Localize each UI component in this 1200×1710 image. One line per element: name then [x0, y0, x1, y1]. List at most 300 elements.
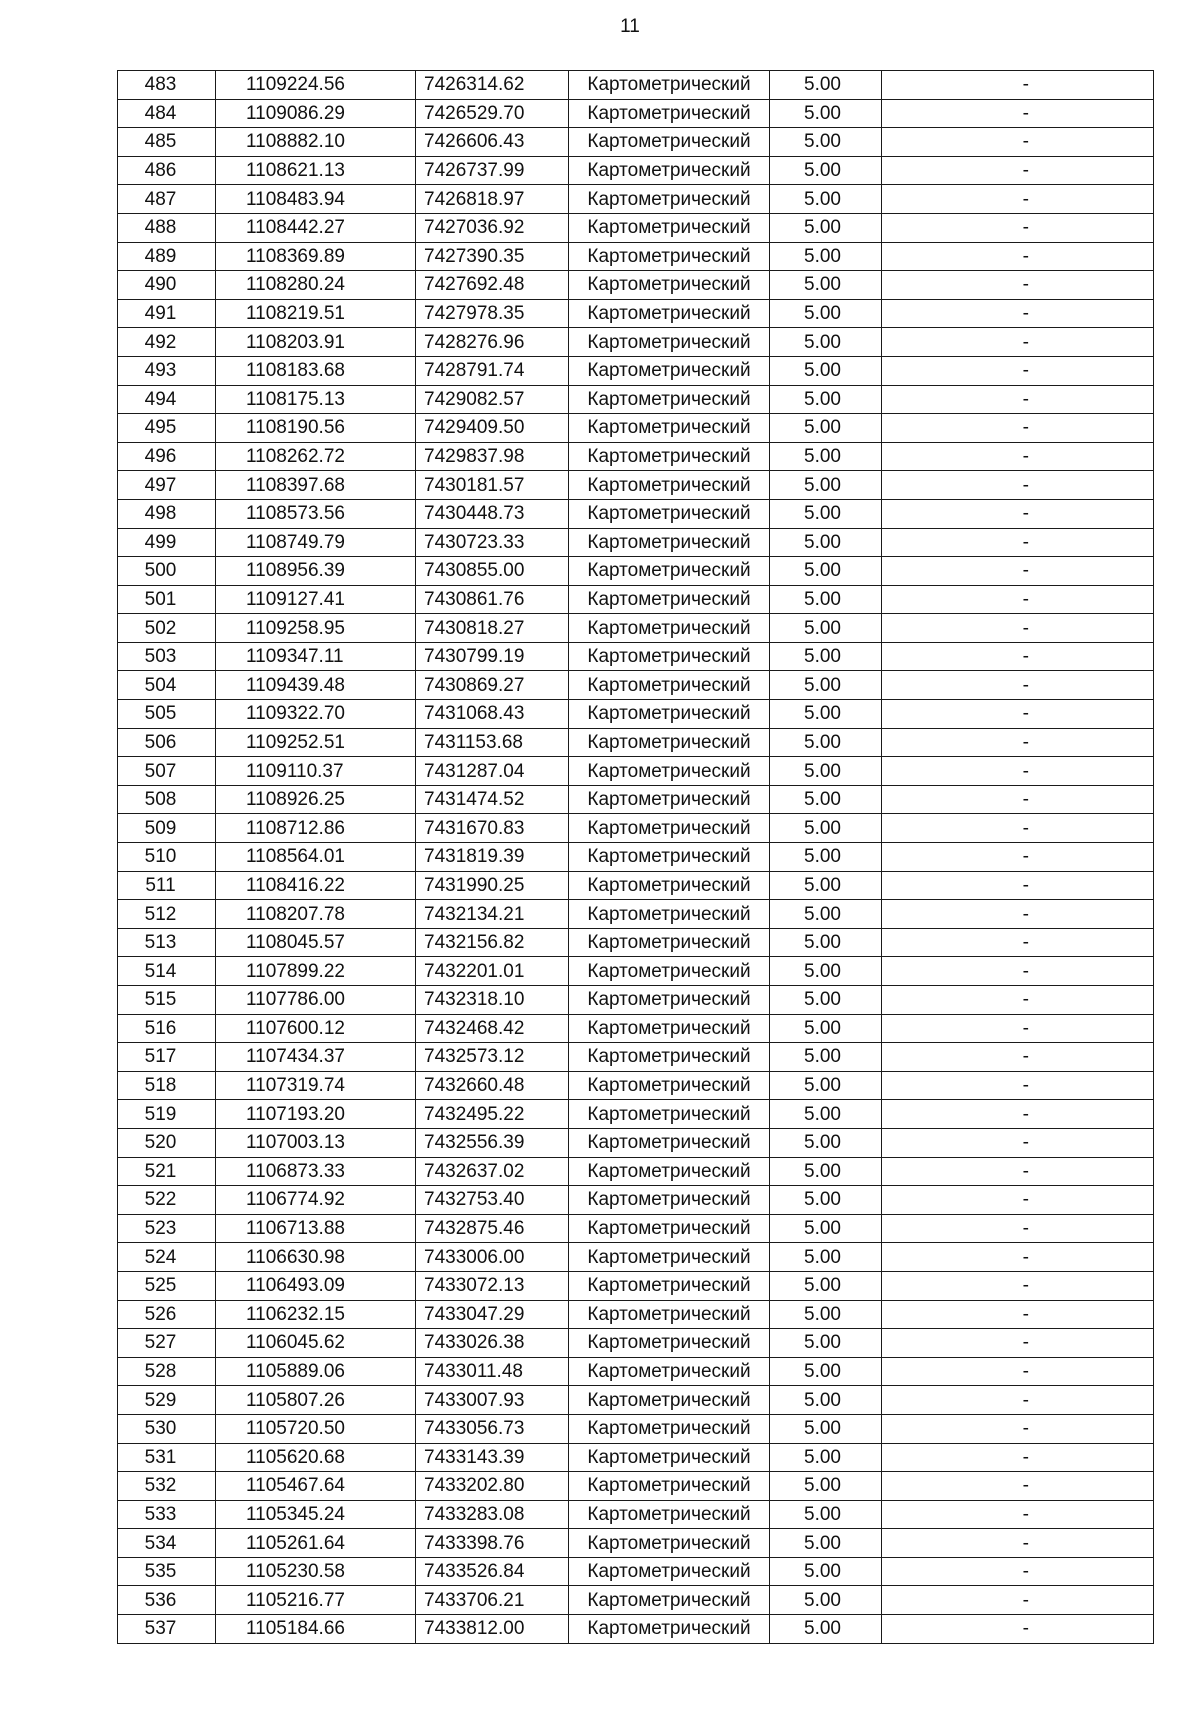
y-coordinate-cell: 7429409.50: [416, 414, 569, 443]
note-cell: -: [882, 1214, 1154, 1243]
table-row: [118, 1500, 1154, 1529]
note-cell: -: [882, 814, 1154, 843]
note-cell: -: [882, 1414, 1154, 1443]
x-coordinate-cell: 1108416.22: [216, 871, 416, 900]
x-coordinate-cell: 1108219.51: [216, 299, 416, 328]
accuracy-cell: 5.00: [770, 1243, 882, 1272]
accuracy-cell: 5.00: [770, 442, 882, 471]
accuracy-cell: 5.00: [770, 356, 882, 385]
x-coordinate-cell: 1105345.24: [216, 1500, 416, 1529]
note-cell: -: [882, 1043, 1154, 1072]
method-cell: Картометрический: [569, 1472, 770, 1501]
method-cell: Картометрический: [569, 843, 770, 872]
x-coordinate-cell: 1106630.98: [216, 1243, 416, 1272]
table-row: [118, 271, 1154, 300]
y-coordinate-cell: 7433398.76: [416, 1529, 569, 1558]
y-coordinate-cell: 7431287.04: [416, 757, 569, 786]
note-cell: -: [882, 728, 1154, 757]
accuracy-cell: 5.00: [770, 1271, 882, 1300]
x-coordinate-cell: 1108483.94: [216, 185, 416, 214]
point-number-cell: 524: [118, 1243, 216, 1272]
accuracy-cell: 5.00: [770, 957, 882, 986]
method-cell: Картометрический: [569, 1071, 770, 1100]
x-coordinate-cell: 1105184.66: [216, 1615, 416, 1644]
accuracy-cell: 5.00: [770, 414, 882, 443]
y-coordinate-cell: 7431990.25: [416, 871, 569, 900]
accuracy-cell: 5.00: [770, 1214, 882, 1243]
point-number-cell: 533: [118, 1500, 216, 1529]
x-coordinate-cell: 1107600.12: [216, 1014, 416, 1043]
accuracy-cell: 5.00: [770, 471, 882, 500]
note-cell: -: [882, 1586, 1154, 1615]
accuracy-cell: 5.00: [770, 728, 882, 757]
x-coordinate-cell: 1106713.88: [216, 1214, 416, 1243]
accuracy-cell: 5.00: [770, 1157, 882, 1186]
note-cell: -: [882, 414, 1154, 443]
method-cell: Картометрический: [569, 957, 770, 986]
table-row: [118, 642, 1154, 671]
point-number-cell: 528: [118, 1357, 216, 1386]
note-cell: -: [882, 1300, 1154, 1329]
method-cell: Картометрический: [569, 1243, 770, 1272]
y-coordinate-cell: 7426314.62: [416, 71, 569, 100]
y-coordinate-cell: 7430723.33: [416, 528, 569, 557]
y-coordinate-cell: 7427036.92: [416, 213, 569, 242]
point-number-cell: 484: [118, 99, 216, 128]
y-coordinate-cell: 7432201.01: [416, 957, 569, 986]
accuracy-cell: 5.00: [770, 843, 882, 872]
accuracy-cell: 5.00: [770, 928, 882, 957]
accuracy-cell: 5.00: [770, 1529, 882, 1558]
accuracy-cell: 5.00: [770, 1357, 882, 1386]
point-number-cell: 515: [118, 986, 216, 1015]
table-row: [118, 1386, 1154, 1415]
note-cell: -: [882, 1500, 1154, 1529]
point-number-cell: 498: [118, 499, 216, 528]
y-coordinate-cell: 7427978.35: [416, 299, 569, 328]
y-coordinate-cell: 7433812.00: [416, 1615, 569, 1644]
table-row: [118, 614, 1154, 643]
y-coordinate-cell: 7431153.68: [416, 728, 569, 757]
method-cell: Картометрический: [569, 671, 770, 700]
x-coordinate-cell: 1109347.11: [216, 642, 416, 671]
x-coordinate-cell: 1106232.15: [216, 1300, 416, 1329]
y-coordinate-cell: 7432134.21: [416, 900, 569, 929]
note-cell: -: [882, 843, 1154, 872]
x-coordinate-cell: 1106873.33: [216, 1157, 416, 1186]
point-number-cell: 502: [118, 614, 216, 643]
note-cell: -: [882, 614, 1154, 643]
x-coordinate-cell: 1105467.64: [216, 1472, 416, 1501]
x-coordinate-cell: 1108369.89: [216, 242, 416, 271]
x-coordinate-cell: 1107319.74: [216, 1071, 416, 1100]
y-coordinate-cell: 7432495.22: [416, 1100, 569, 1129]
point-number-cell: 516: [118, 1014, 216, 1043]
y-coordinate-cell: 7432875.46: [416, 1214, 569, 1243]
accuracy-cell: 5.00: [770, 1615, 882, 1644]
note-cell: -: [882, 1014, 1154, 1043]
x-coordinate-cell: 1108712.86: [216, 814, 416, 843]
table-row: [118, 1271, 1154, 1300]
table-row: [118, 814, 1154, 843]
point-number-cell: 531: [118, 1443, 216, 1472]
y-coordinate-cell: 7430181.57: [416, 471, 569, 500]
point-number-cell: 536: [118, 1586, 216, 1615]
point-number-cell: 497: [118, 471, 216, 500]
x-coordinate-cell: 1105620.68: [216, 1443, 416, 1472]
point-number-cell: 518: [118, 1071, 216, 1100]
y-coordinate-cell: 7432556.39: [416, 1128, 569, 1157]
point-number-cell: 501: [118, 585, 216, 614]
note-cell: -: [882, 671, 1154, 700]
method-cell: Картометрический: [569, 557, 770, 586]
table-row: [118, 957, 1154, 986]
point-number-cell: 488: [118, 213, 216, 242]
accuracy-cell: 5.00: [770, 1586, 882, 1615]
point-number-cell: 520: [118, 1128, 216, 1157]
point-number-cell: 529: [118, 1386, 216, 1415]
y-coordinate-cell: 7431474.52: [416, 785, 569, 814]
accuracy-cell: 5.00: [770, 328, 882, 357]
point-number-cell: 504: [118, 671, 216, 700]
y-coordinate-cell: 7430818.27: [416, 614, 569, 643]
method-cell: Картометрический: [569, 213, 770, 242]
table-row: [118, 900, 1154, 929]
note-cell: -: [882, 99, 1154, 128]
table-row: [118, 328, 1154, 357]
table-row: [118, 99, 1154, 128]
note-cell: -: [882, 1243, 1154, 1272]
y-coordinate-cell: 7433526.84: [416, 1557, 569, 1586]
y-coordinate-cell: 7430855.00: [416, 557, 569, 586]
y-coordinate-cell: 7433007.93: [416, 1386, 569, 1415]
point-number-cell: 489: [118, 242, 216, 271]
method-cell: Картометрический: [569, 1271, 770, 1300]
table-row: [118, 928, 1154, 957]
note-cell: -: [882, 442, 1154, 471]
y-coordinate-cell: 7433072.13: [416, 1271, 569, 1300]
note-cell: -: [882, 213, 1154, 242]
method-cell: Картометрический: [569, 414, 770, 443]
point-number-cell: 509: [118, 814, 216, 843]
method-cell: Картометрический: [569, 128, 770, 157]
note-cell: -: [882, 471, 1154, 500]
note-cell: -: [882, 1100, 1154, 1129]
accuracy-cell: 5.00: [770, 871, 882, 900]
x-coordinate-cell: 1105230.58: [216, 1557, 416, 1586]
y-coordinate-cell: 7430869.27: [416, 671, 569, 700]
table-row: [118, 1214, 1154, 1243]
table-row: [118, 242, 1154, 271]
accuracy-cell: 5.00: [770, 671, 882, 700]
table-row: [118, 356, 1154, 385]
method-cell: Картометрический: [569, 328, 770, 357]
y-coordinate-cell: 7426606.43: [416, 128, 569, 157]
note-cell: -: [882, 1529, 1154, 1558]
accuracy-cell: 5.00: [770, 1557, 882, 1586]
method-cell: Картометрический: [569, 1157, 770, 1186]
table-row: [118, 128, 1154, 157]
point-number-cell: 512: [118, 900, 216, 929]
accuracy-cell: 5.00: [770, 528, 882, 557]
note-cell: -: [882, 900, 1154, 929]
table-row: [118, 671, 1154, 700]
x-coordinate-cell: 1108397.68: [216, 471, 416, 500]
x-coordinate-cell: 1108442.27: [216, 213, 416, 242]
table-row: [118, 213, 1154, 242]
accuracy-cell: 5.00: [770, 986, 882, 1015]
note-cell: -: [882, 328, 1154, 357]
table-row: [118, 986, 1154, 1015]
y-coordinate-cell: 7428791.74: [416, 356, 569, 385]
method-cell: Картометрический: [569, 1357, 770, 1386]
y-coordinate-cell: 7433047.29: [416, 1300, 569, 1329]
point-number-cell: 492: [118, 328, 216, 357]
method-cell: Картометрический: [569, 1557, 770, 1586]
point-number-cell: 511: [118, 871, 216, 900]
table-row: [118, 757, 1154, 786]
y-coordinate-cell: 7433706.21: [416, 1586, 569, 1615]
table-row: [118, 528, 1154, 557]
accuracy-cell: 5.00: [770, 99, 882, 128]
table-row: [118, 1472, 1154, 1501]
point-number-cell: 532: [118, 1472, 216, 1501]
note-cell: -: [882, 557, 1154, 586]
y-coordinate-cell: 7433006.00: [416, 1243, 569, 1272]
point-number-cell: 483: [118, 71, 216, 100]
note-cell: -: [882, 986, 1154, 1015]
point-number-cell: 499: [118, 528, 216, 557]
y-coordinate-cell: 7432468.42: [416, 1014, 569, 1043]
note-cell: -: [882, 757, 1154, 786]
table-row: [118, 442, 1154, 471]
x-coordinate-cell: 1105889.06: [216, 1357, 416, 1386]
note-cell: -: [882, 156, 1154, 185]
accuracy-cell: 5.00: [770, 642, 882, 671]
y-coordinate-cell: 7429082.57: [416, 385, 569, 414]
table-row: [118, 1014, 1154, 1043]
method-cell: Картометрический: [569, 1329, 770, 1358]
method-cell: Картометрический: [569, 499, 770, 528]
point-number-cell: 496: [118, 442, 216, 471]
y-coordinate-cell: 7432156.82: [416, 928, 569, 957]
y-coordinate-cell: 7431670.83: [416, 814, 569, 843]
method-cell: Картометрический: [569, 99, 770, 128]
coordinates-table: [117, 70, 1154, 1644]
method-cell: Картометрический: [569, 585, 770, 614]
y-coordinate-cell: 7433283.08: [416, 1500, 569, 1529]
point-number-cell: 508: [118, 785, 216, 814]
table-row: [118, 71, 1154, 100]
table-row: [118, 185, 1154, 214]
y-coordinate-cell: 7428276.96: [416, 328, 569, 357]
x-coordinate-cell: 1108190.56: [216, 414, 416, 443]
method-cell: Картометрический: [569, 1100, 770, 1129]
table-row: [118, 1186, 1154, 1215]
x-coordinate-cell: 1107434.37: [216, 1043, 416, 1072]
accuracy-cell: 5.00: [770, 185, 882, 214]
point-number-cell: 500: [118, 557, 216, 586]
x-coordinate-cell: 1109127.41: [216, 585, 416, 614]
accuracy-cell: 5.00: [770, 271, 882, 300]
method-cell: Картометрический: [569, 1529, 770, 1558]
note-cell: -: [882, 1071, 1154, 1100]
y-coordinate-cell: 7426737.99: [416, 156, 569, 185]
method-cell: Картометрический: [569, 785, 770, 814]
x-coordinate-cell: 1108573.56: [216, 499, 416, 528]
point-number-cell: 517: [118, 1043, 216, 1072]
x-coordinate-cell: 1108882.10: [216, 128, 416, 157]
point-number-cell: 535: [118, 1557, 216, 1586]
method-cell: Картометрический: [569, 1386, 770, 1415]
table-row: [118, 1615, 1154, 1644]
method-cell: Картометрический: [569, 356, 770, 385]
note-cell: -: [882, 528, 1154, 557]
y-coordinate-cell: 7432318.10: [416, 986, 569, 1015]
note-cell: -: [882, 299, 1154, 328]
note-cell: -: [882, 957, 1154, 986]
x-coordinate-cell: 1109110.37: [216, 757, 416, 786]
point-number-cell: 503: [118, 642, 216, 671]
point-number-cell: 486: [118, 156, 216, 185]
accuracy-cell: 5.00: [770, 900, 882, 929]
table-row: [118, 871, 1154, 900]
x-coordinate-cell: 1108926.25: [216, 785, 416, 814]
y-coordinate-cell: 7430861.76: [416, 585, 569, 614]
x-coordinate-cell: 1107786.00: [216, 986, 416, 1015]
x-coordinate-cell: 1109252.51: [216, 728, 416, 757]
x-coordinate-cell: 1108203.91: [216, 328, 416, 357]
table-row: [118, 1414, 1154, 1443]
accuracy-cell: 5.00: [770, 1043, 882, 1072]
method-cell: Картометрический: [569, 814, 770, 843]
table-row: [118, 843, 1154, 872]
table-row: [118, 471, 1154, 500]
x-coordinate-cell: 1105720.50: [216, 1414, 416, 1443]
x-coordinate-cell: 1108207.78: [216, 900, 416, 929]
table-row: [118, 1100, 1154, 1129]
table-row: [118, 1586, 1154, 1615]
point-number-cell: 494: [118, 385, 216, 414]
x-coordinate-cell: 1109086.29: [216, 99, 416, 128]
accuracy-cell: 5.00: [770, 242, 882, 271]
y-coordinate-cell: 7433143.39: [416, 1443, 569, 1472]
x-coordinate-cell: 1108621.13: [216, 156, 416, 185]
point-number-cell: 505: [118, 700, 216, 729]
y-coordinate-cell: 7432660.48: [416, 1071, 569, 1100]
method-cell: Картометрический: [569, 471, 770, 500]
x-coordinate-cell: 1108045.57: [216, 928, 416, 957]
x-coordinate-cell: 1108956.39: [216, 557, 416, 586]
y-coordinate-cell: 7426818.97: [416, 185, 569, 214]
y-coordinate-cell: 7432573.12: [416, 1043, 569, 1072]
point-number-cell: 506: [118, 728, 216, 757]
y-coordinate-cell: 7433056.73: [416, 1414, 569, 1443]
method-cell: Картометрический: [569, 1043, 770, 1072]
x-coordinate-cell: 1105807.26: [216, 1386, 416, 1415]
accuracy-cell: 5.00: [770, 1443, 882, 1472]
note-cell: -: [882, 356, 1154, 385]
method-cell: Картометрический: [569, 1414, 770, 1443]
accuracy-cell: 5.00: [770, 1014, 882, 1043]
method-cell: Картометрический: [569, 1128, 770, 1157]
accuracy-cell: 5.00: [770, 1071, 882, 1100]
accuracy-cell: 5.00: [770, 700, 882, 729]
x-coordinate-cell: 1106493.09: [216, 1271, 416, 1300]
table-row: [118, 1357, 1154, 1386]
point-number-cell: 510: [118, 843, 216, 872]
point-number-cell: 530: [118, 1414, 216, 1443]
method-cell: Картометрический: [569, 986, 770, 1015]
x-coordinate-cell: 1107003.13: [216, 1128, 416, 1157]
table-row: [118, 700, 1154, 729]
note-cell: -: [882, 1357, 1154, 1386]
table-row: [118, 414, 1154, 443]
method-cell: Картометрический: [569, 528, 770, 557]
x-coordinate-cell: 1108175.13: [216, 385, 416, 414]
point-number-cell: 490: [118, 271, 216, 300]
method-cell: Картометрический: [569, 757, 770, 786]
note-cell: -: [882, 385, 1154, 414]
accuracy-cell: 5.00: [770, 785, 882, 814]
x-coordinate-cell: 1107899.22: [216, 957, 416, 986]
point-number-cell: 519: [118, 1100, 216, 1129]
point-number-cell: 523: [118, 1214, 216, 1243]
method-cell: Картометрический: [569, 1615, 770, 1644]
y-coordinate-cell: 7427390.35: [416, 242, 569, 271]
x-coordinate-cell: 1108749.79: [216, 528, 416, 557]
table-row: [118, 1300, 1154, 1329]
accuracy-cell: 5.00: [770, 614, 882, 643]
point-number-cell: 514: [118, 957, 216, 986]
note-cell: -: [882, 1186, 1154, 1215]
note-cell: -: [882, 185, 1154, 214]
x-coordinate-cell: 1106774.92: [216, 1186, 416, 1215]
method-cell: Картометрический: [569, 728, 770, 757]
table-row: [118, 1443, 1154, 1472]
x-coordinate-cell: 1106045.62: [216, 1329, 416, 1358]
method-cell: Картометрический: [569, 900, 770, 929]
coordinates-table-body: [118, 71, 1154, 1644]
x-coordinate-cell: 1108280.24: [216, 271, 416, 300]
accuracy-cell: 5.00: [770, 213, 882, 242]
method-cell: Картометрический: [569, 1300, 770, 1329]
note-cell: -: [882, 128, 1154, 157]
note-cell: -: [882, 1157, 1154, 1186]
point-number-cell: 495: [118, 414, 216, 443]
point-number-cell: 534: [118, 1529, 216, 1558]
accuracy-cell: 5.00: [770, 385, 882, 414]
method-cell: Картометрический: [569, 442, 770, 471]
point-number-cell: 537: [118, 1615, 216, 1644]
method-cell: Картометрический: [569, 1586, 770, 1615]
accuracy-cell: 5.00: [770, 1186, 882, 1215]
table-row: [118, 557, 1154, 586]
note-cell: -: [882, 1443, 1154, 1472]
accuracy-cell: 5.00: [770, 1329, 882, 1358]
x-coordinate-cell: 1108564.01: [216, 843, 416, 872]
table-row: [118, 1529, 1154, 1558]
table-row: [118, 1043, 1154, 1072]
note-cell: -: [882, 1386, 1154, 1415]
x-coordinate-cell: 1109439.48: [216, 671, 416, 700]
table-row: [118, 785, 1154, 814]
method-cell: Картометрический: [569, 871, 770, 900]
note-cell: -: [882, 499, 1154, 528]
method-cell: Картометрический: [569, 242, 770, 271]
accuracy-cell: 5.00: [770, 814, 882, 843]
x-coordinate-cell: 1105261.64: [216, 1529, 416, 1558]
